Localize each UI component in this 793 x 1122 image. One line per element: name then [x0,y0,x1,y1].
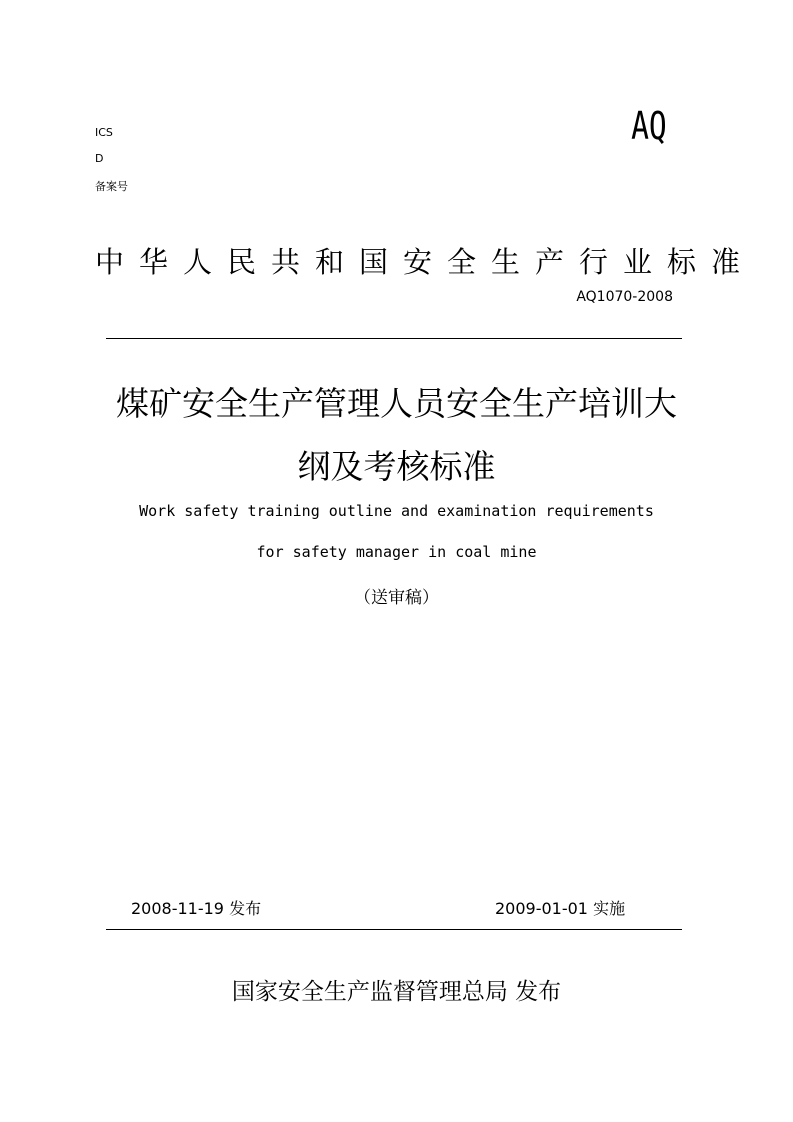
standard-type-heading: 中华人民共和国安全生产行业标准 [95,245,756,279]
title-english-line-1: Work safety training outline and examination requirements [139,502,654,520]
bottom-divider [106,929,682,930]
record-number-label: 备案号 [95,180,128,193]
effective-date: 2009-01-01 实施 [495,899,626,918]
standard-code: AQ [631,104,667,148]
issuing-authority: 国家安全生产监督管理总局 发布 [231,979,562,1005]
title-chinese-line-1: 煤矿安全生产管理人员安全生产培训大 [116,384,677,423]
title-chinese-line-2: 纲及考核标准 [297,447,496,486]
class-label: D [95,152,104,165]
title-english-line-2: for safety manager in coal mine [256,543,537,561]
ics-label: ICS [95,126,113,139]
release-date: 2008-11-19 发布 [131,899,262,918]
draft-note: （送审稿） [354,588,439,608]
top-divider [106,338,682,339]
document-number: AQ1070-2008 [576,289,673,305]
